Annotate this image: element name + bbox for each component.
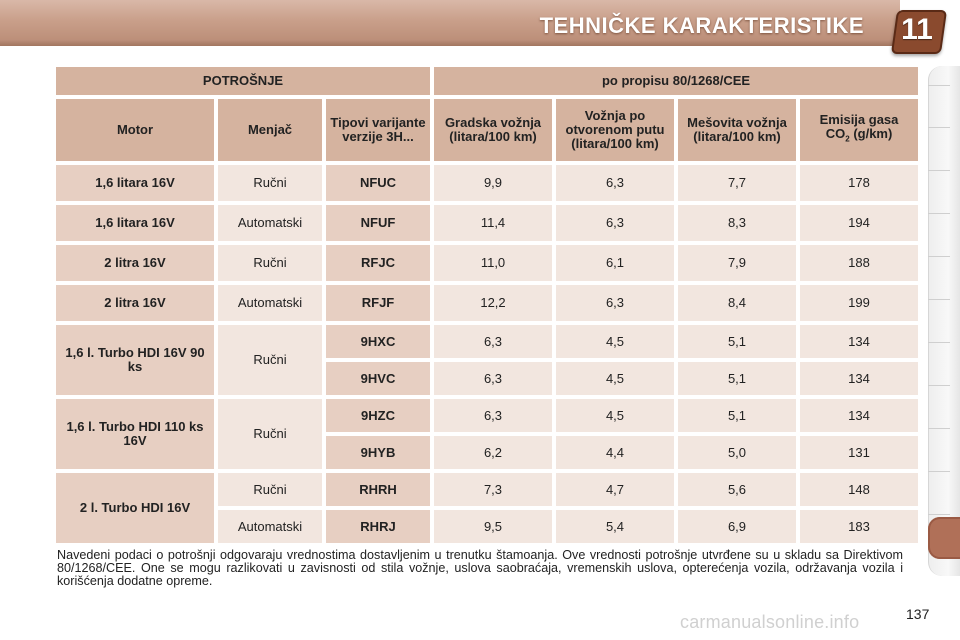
cell-otvoreni: 6,3: [556, 205, 674, 241]
header-emisija-sub: 2: [845, 134, 850, 144]
cell-otvoreni: 6,3: [556, 165, 674, 201]
cell-mesovita: 5,1: [678, 325, 796, 358]
header-menjac: Menjač: [218, 99, 322, 161]
cell-code: RFJC: [326, 245, 430, 281]
cell-code: NFUF: [326, 205, 430, 241]
side-tab-divider: [928, 256, 950, 257]
cell-motor: 1,6 litara 16V: [56, 205, 214, 241]
cell-mesovita: 5,0: [678, 436, 796, 469]
cell-gradska: 9,5: [434, 510, 552, 543]
cell-menjac: Automatski: [218, 510, 322, 543]
side-tab-divider: [928, 85, 950, 86]
page-number: 137: [906, 606, 930, 622]
cell-mesovita: 7,7: [678, 165, 796, 201]
cell-emisija: 199: [800, 285, 918, 321]
header-potrosnje: POTROŠNJE: [56, 67, 430, 95]
side-tab-divider: [928, 299, 950, 300]
cell-otvoreni: 4,4: [556, 436, 674, 469]
cell-gradska: 9,9: [434, 165, 552, 201]
side-tab-divider: [928, 428, 950, 429]
cell-code: 9HVC: [326, 362, 430, 395]
cell-emisija: 148: [800, 473, 918, 506]
cell-otvoreni: 6,1: [556, 245, 674, 281]
cell-gradska: 12,2: [434, 285, 552, 321]
cell-code: RFJF: [326, 285, 430, 321]
table-row: [56, 473, 918, 506]
header-emisija: [800, 99, 918, 161]
cell-emisija: 188: [800, 245, 918, 281]
watermark: carmanualsonline.info: [680, 612, 860, 632]
cell-otvoreni: 4,5: [556, 325, 674, 358]
cell-mesovita: 7,9: [678, 245, 796, 281]
cell-menjac: Automatski: [218, 205, 322, 241]
consumption-table: [52, 63, 922, 547]
footnote-text: Navedeni podaci o potrošnji odgovaraju vrednostima dostavljenim u trenutku štamoanja. Ove vrednosti potrošnje utvrđene su u skladu sa Direktivom 80/1268/CEE. One se mogu razlikovati u zavisnosti od stila vožnje, uslova saobraćaja, vremenskih uslova, opterećenja vozila, održavanja vozila i korišćenja dodatne opreme.: [57, 548, 903, 588]
cell-motor: 2 l. Turbo HDI 16V: [56, 473, 214, 543]
cell-emisija: 131: [800, 436, 918, 469]
table-row: [56, 245, 918, 281]
cell-gradska: 6,3: [434, 325, 552, 358]
cell-menjac: Ručni: [218, 399, 322, 469]
side-tab-active[interactable]: [928, 517, 960, 559]
header-emisija-co: CO: [825, 126, 846, 142]
cell-gradska: 6,3: [434, 362, 552, 395]
cell-motor: 1,6 l. Turbo HDI 16V 90 ks: [56, 325, 214, 395]
cell-emisija: 194: [800, 205, 918, 241]
cell-otvoreni: 6,3: [556, 285, 674, 321]
cell-motor: 2 litra 16V: [56, 285, 214, 321]
cell-motor: 1,6 l. Turbo HDI 110 ks 16V: [56, 399, 214, 469]
cell-menjac: Ručni: [218, 165, 322, 201]
table-row: [56, 165, 918, 201]
side-tab-divider: [928, 127, 950, 128]
cell-emisija: 178: [800, 165, 918, 201]
cell-otvoreni: 4,5: [556, 362, 674, 395]
side-tab-divider: [928, 213, 950, 214]
table-top-header-row: [56, 67, 918, 95]
cell-gradska: 11,4: [434, 205, 552, 241]
header-otvoreni: Vožnja po otvorenom putu (litara/100 km): [556, 99, 674, 161]
chapter-number: 11: [901, 13, 933, 46]
cell-mesovita: 8,4: [678, 285, 796, 321]
cell-otvoreni: 5,4: [556, 510, 674, 543]
cell-mesovita: 5,6: [678, 473, 796, 506]
cell-mesovita: 5,1: [678, 362, 796, 395]
header-tipovi: Tipovi varijante verzije 3H...: [326, 99, 430, 161]
table-row: [56, 285, 918, 321]
cell-otvoreni: 4,7: [556, 473, 674, 506]
cell-gradska: 6,2: [434, 436, 552, 469]
table-row: [56, 205, 918, 241]
side-tab-divider: [928, 471, 950, 472]
header-motor: Motor: [56, 99, 214, 161]
cell-emisija: 134: [800, 399, 918, 432]
cell-code: RHRH: [326, 473, 430, 506]
page-title: TEHNIČKE KARAKTERISTIKE: [539, 13, 864, 38]
header-emisija-label: Emisija gasa: [819, 112, 899, 128]
cell-gradska: 6,3: [434, 399, 552, 432]
cell-code: NFUC: [326, 165, 430, 201]
header-propis: po propisu 80/1268/CEE: [434, 67, 918, 95]
cell-mesovita: 6,9: [678, 510, 796, 543]
cell-motor: 2 litra 16V: [56, 245, 214, 281]
header-gradska: Gradska vožnja (litara/100 km): [434, 99, 552, 161]
side-tab-divider: [928, 385, 950, 386]
cell-mesovita: 8,3: [678, 205, 796, 241]
cell-code: 9HZC: [326, 399, 430, 432]
table-row: [56, 399, 918, 432]
cell-gradska: 7,3: [434, 473, 552, 506]
cell-menjac: Ručni: [218, 325, 322, 395]
cell-mesovita: 5,1: [678, 399, 796, 432]
cell-otvoreni: 4,5: [556, 399, 674, 432]
header-emisija-unit: (g/km): [853, 126, 893, 142]
side-tab-strip: [928, 66, 960, 576]
cell-gradska: 11,0: [434, 245, 552, 281]
cell-emisija: 134: [800, 325, 918, 358]
side-tab-divider: [928, 342, 950, 343]
cell-emisija: 134: [800, 362, 918, 395]
table-header-row: [56, 99, 918, 161]
cell-motor: 1,6 litara 16V: [56, 165, 214, 201]
cell-code: RHRJ: [326, 510, 430, 543]
cell-menjac: Automatski: [218, 285, 322, 321]
table-row: [56, 325, 918, 358]
cell-menjac: Ručni: [218, 245, 322, 281]
cell-code: 9HYB: [326, 436, 430, 469]
header-mesovita: Mešovita vožnja (litara/100 km): [678, 99, 796, 161]
cell-emisija: 183: [800, 510, 918, 543]
side-tab-divider: [928, 514, 950, 515]
cell-menjac: Ručni: [218, 473, 322, 506]
side-tab-divider: [928, 170, 950, 171]
cell-code: 9HXC: [326, 325, 430, 358]
